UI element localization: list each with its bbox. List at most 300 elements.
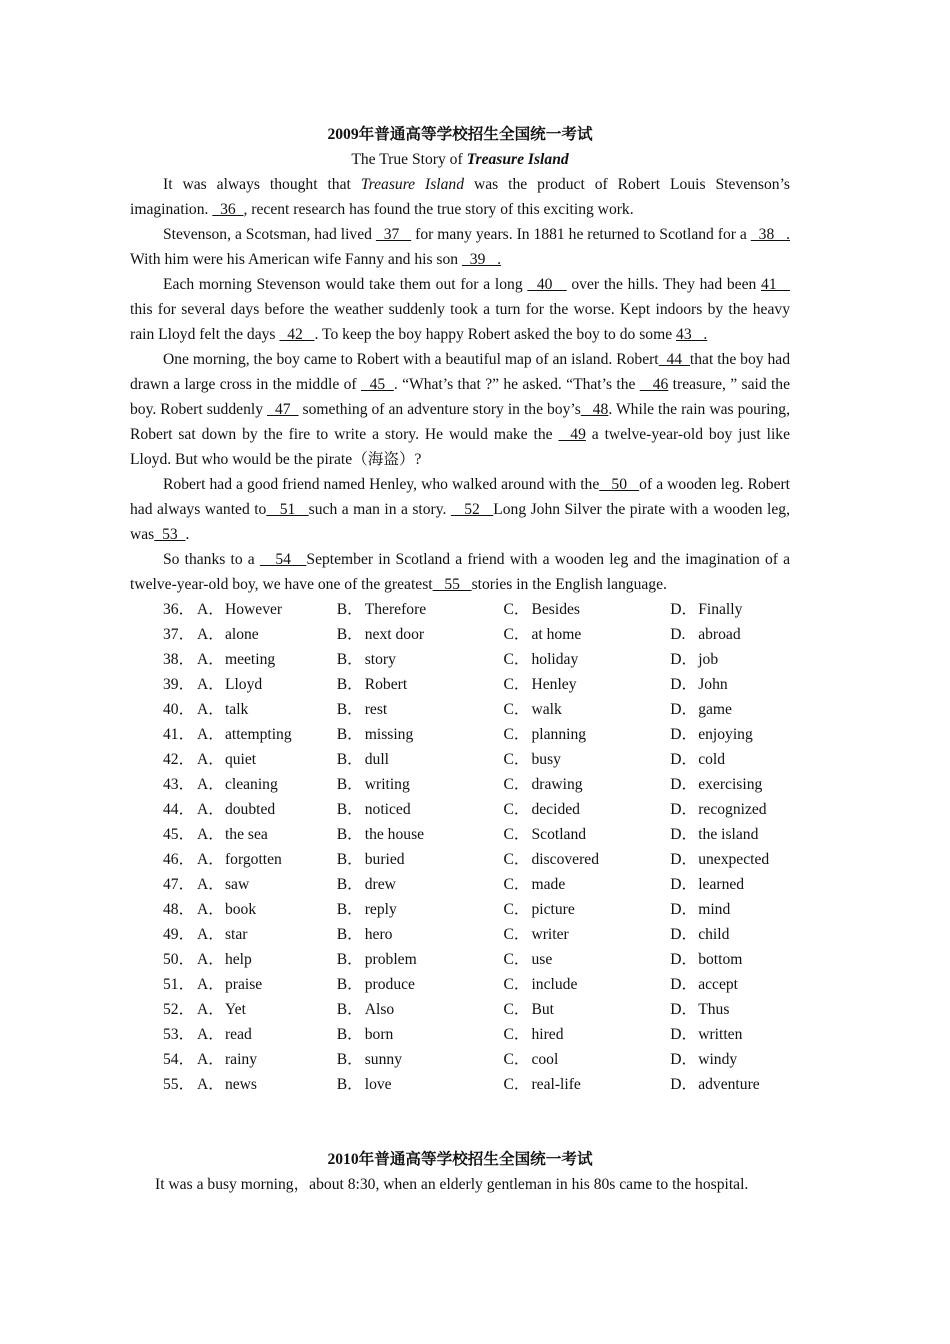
option-d-text: enjoying [698, 726, 753, 743]
option-d [670, 697, 790, 722]
option-c [503, 797, 670, 822]
num: 45． [163, 826, 195, 843]
option-d-text: mind [698, 901, 731, 918]
option-a [197, 1022, 337, 1047]
option-b-text: story [364, 651, 396, 668]
option-a [197, 622, 337, 647]
blank-45: 45 [360, 376, 394, 393]
option-a-letter: A． [196, 601, 224, 618]
option-d-letter: D． [670, 1076, 698, 1093]
option-d-letter: D． [670, 976, 698, 993]
option-c-text: use [531, 951, 553, 968]
option-a-letter: A． [196, 651, 224, 668]
num: 46． [163, 851, 195, 868]
option-a-letter: A． [196, 951, 224, 968]
option-a [197, 772, 337, 797]
option-row [130, 1072, 790, 1097]
paragraph-4: One morning, the boy came to Robert with a beautiful map of an island. Robert 44 that the boy had drawn a large cross in the middle of 45 . “What’s that ?” he asked. “That’s the 46 treasure, ” said the boy. Robert suddenly 47 something of an adventure story in the boy’s 48. While the rain was pouring, Robert sat down by the fire to write a story. He would make the 49 a twelve-year-old boy just like Lloyd. But who would be the pirate（海盗）? [130, 351, 791, 468]
blank-36: 36 [212, 201, 244, 218]
option-a-text: forgotten [224, 851, 282, 868]
blank-44: 44 [658, 351, 690, 368]
option-d-letter: D． [670, 826, 698, 843]
option-a [197, 897, 337, 922]
option-a-text: alone [224, 626, 259, 643]
option-c [503, 1022, 670, 1047]
option-b-text: Robert [364, 676, 408, 693]
option-a [197, 722, 337, 747]
option-c [503, 972, 670, 997]
option-d-text: abroad [698, 626, 741, 643]
option-a [197, 1072, 337, 1097]
option-c-letter: C． [503, 601, 530, 618]
option-a-text: the sea [224, 826, 268, 843]
option-a [197, 797, 337, 822]
option-b-letter: B． [336, 651, 363, 668]
option-row [130, 1047, 790, 1072]
option-a-letter: A． [196, 726, 224, 743]
num: 47． [163, 876, 195, 893]
option-row [130, 947, 790, 972]
option-b-letter: B． [336, 601, 363, 618]
blank-43: 43 . [676, 326, 708, 343]
option-d-text: game [698, 701, 732, 718]
blank-46: 46 [639, 376, 669, 393]
option-b-text: writing [364, 776, 410, 793]
option-b-text: Therefore [364, 601, 427, 618]
num: 50． [163, 951, 195, 968]
option-a-text: Lloyd [224, 676, 263, 693]
option-c [503, 872, 670, 897]
option-a-text: meeting [224, 651, 276, 668]
option-d-letter: D． [670, 801, 698, 818]
num: 39． [163, 676, 195, 693]
option-b [337, 747, 504, 772]
option-d [670, 922, 790, 947]
option-d [670, 772, 790, 797]
num: 43． [163, 776, 195, 793]
num: 54． [163, 1051, 195, 1068]
option-d [670, 622, 790, 647]
option-b-text: produce [364, 976, 415, 993]
option-b-text: sunny [364, 1051, 402, 1068]
option-a-letter: A． [196, 1001, 224, 1018]
option-d-letter: D． [670, 851, 698, 868]
option-b [337, 772, 504, 797]
option-b-letter: B． [336, 1076, 363, 1093]
option-c-text: planning [531, 726, 587, 743]
option-c-text: discovered [531, 851, 600, 868]
option-d [670, 997, 790, 1022]
option-a-text: news [224, 1076, 258, 1093]
option-a-text: read [224, 1026, 252, 1043]
option-d [670, 972, 790, 997]
option-d-text: unexpected [698, 851, 770, 868]
option-row [130, 1022, 790, 1047]
num: 52． [163, 1001, 195, 1018]
option-a [197, 922, 337, 947]
option-c [503, 697, 670, 722]
option-a-letter: A． [196, 851, 224, 868]
option-d [670, 747, 790, 772]
option-d-text: John [698, 676, 728, 693]
option-c-text: But [531, 1001, 554, 1018]
paragraph-6: So thanks to a 54 September in Scotland a friend with a wooden leg and the imagination of a twelve-year-old boy, we have one of the greatest 55 stories in the English language. [130, 551, 791, 593]
option-d-text: cold [698, 751, 726, 768]
option-b [337, 672, 504, 697]
option-d [670, 1047, 790, 1072]
option-a-text: attempting [224, 726, 292, 743]
option-row [130, 922, 790, 947]
blank-55: 55 [432, 576, 472, 593]
option-c-letter: C． [503, 851, 530, 868]
option-b-letter: B． [336, 1051, 363, 1068]
option-c-text: include [531, 976, 578, 993]
option-row [130, 747, 790, 772]
option-a-letter: A． [196, 776, 224, 793]
option-row [130, 622, 790, 647]
option-d [670, 1072, 790, 1097]
option-b-letter: B． [336, 926, 363, 943]
option-c [503, 772, 670, 797]
option-b-text: born [364, 1026, 394, 1043]
option-c-letter: C． [503, 1026, 530, 1043]
option-d-letter: D． [670, 876, 698, 893]
option-b [337, 872, 504, 897]
option-c [503, 747, 670, 772]
section-2010 [130, 1147, 790, 1197]
num: 38． [163, 651, 195, 668]
option-a-letter: A． [196, 976, 224, 993]
option-b-text: buried [364, 851, 405, 868]
option-d-letter: D． [670, 776, 698, 793]
option-a-letter: A． [196, 1051, 224, 1068]
blank-54: 54 [259, 551, 307, 568]
option-row [130, 697, 790, 722]
option-b-letter: B． [336, 851, 363, 868]
option-row [130, 597, 790, 622]
option-c [503, 922, 670, 947]
option-d [670, 897, 790, 922]
option-d [670, 1022, 790, 1047]
option-a-text: help [224, 951, 252, 968]
option-b [337, 972, 504, 997]
option-d-letter: D． [670, 1051, 698, 1068]
option-d-text: windy [698, 1051, 738, 1068]
blank-47: 47 [267, 401, 299, 418]
paragraph-3: Each morning Stevenson would take them out for a long 40 over the hills. They had been 41 this for several days before the weather suddenly took a turn for the worse. Kept indoors by the heavy rain Lloyd felt the days 42 . To keep the boy happy Robert asked the boy to do some 43 . [130, 276, 790, 343]
option-b-letter: B． [336, 1026, 363, 1043]
option-c [503, 997, 670, 1022]
option-d-text: child [698, 926, 730, 943]
option-c-text: hired [531, 1026, 564, 1043]
option-b [337, 722, 504, 747]
option-d-text: recognized [698, 801, 767, 818]
option-b-text: problem [364, 951, 417, 968]
option-d-letter: D． [670, 901, 698, 918]
option-d [670, 947, 790, 972]
blank-53: 53 [154, 526, 186, 543]
passage-title: The True Story of Treasure Island [351, 151, 569, 168]
option-c-letter: C． [503, 751, 530, 768]
option-d-letter: D． [670, 1001, 698, 1018]
option-d-text: exercising [698, 776, 763, 793]
option-a [197, 597, 337, 622]
num: 36． [163, 601, 195, 618]
option-b-text: rest [364, 701, 388, 718]
blank-51: 51 [266, 501, 309, 518]
option-c [503, 622, 670, 647]
option-a [197, 997, 337, 1022]
section-heading-2009: 2009年普通高等学校招生全国统一考试 [327, 126, 593, 143]
option-c-letter: C． [503, 1076, 530, 1093]
option-c-text: writer [531, 926, 569, 943]
num: 49． [163, 926, 195, 943]
option-a [197, 872, 337, 897]
option-d [670, 822, 790, 847]
blank-50: 50 [599, 476, 640, 493]
option-c-text: walk [531, 701, 562, 718]
option-b-text: hero [364, 926, 393, 943]
option-b [337, 947, 504, 972]
option-a-letter: A． [196, 701, 224, 718]
option-c [503, 847, 670, 872]
option-d-letter: D． [670, 951, 698, 968]
option-b-letter: B． [336, 776, 363, 793]
option-c-letter: C． [503, 1001, 530, 1018]
num: 48． [163, 901, 195, 918]
option-c-letter: C． [503, 701, 530, 718]
option-c-letter: C． [503, 901, 530, 918]
option-a [197, 972, 337, 997]
paragraph-2: Stevenson, a Scotsman, had lived 37 for many years. In 1881 he returned to Scotland for a 38 . With him were his American wife Fanny and his son 39 . [130, 226, 790, 268]
option-b-letter: B． [336, 626, 363, 643]
option-c-text: drawing [531, 776, 583, 793]
option-a-letter: A． [196, 1026, 224, 1043]
option-c [503, 1047, 670, 1072]
option-c-text: at home [531, 626, 582, 643]
blank-52: 52 [450, 501, 494, 518]
option-b [337, 997, 504, 1022]
option-d-text: job [698, 651, 719, 668]
option-d-text: Finally [698, 601, 743, 618]
option-b [337, 1047, 504, 1072]
option-d [670, 597, 790, 622]
option-b-letter: B． [336, 676, 363, 693]
option-d-letter: D． [670, 751, 698, 768]
option-a-letter: A． [196, 751, 224, 768]
option-d [670, 872, 790, 897]
option-a-letter: A． [196, 876, 224, 893]
option-row [130, 847, 790, 872]
option-a-text: However [224, 601, 283, 618]
option-b-text: noticed [364, 801, 411, 818]
option-row [130, 797, 790, 822]
paragraph-2010-1: It was a busy morning，about 8:30, when an elderly gentleman in his 80s came to the hospital. [155, 1176, 749, 1193]
option-c-letter: C． [503, 826, 530, 843]
blank-40: 40 [527, 276, 567, 293]
option-b [337, 797, 504, 822]
option-c-letter: C． [503, 876, 530, 893]
option-c-letter: C． [503, 976, 530, 993]
option-b-letter: B． [336, 751, 363, 768]
option-a-letter: A． [196, 1076, 224, 1093]
option-b-letter: B． [336, 801, 363, 818]
option-c-text: real-life [531, 1076, 581, 1093]
option-c-text: decided [531, 801, 580, 818]
option-c-letter: C． [503, 726, 530, 743]
option-d-text: learned [698, 876, 745, 893]
option-d-letter: D． [670, 1026, 698, 1043]
option-c-letter: C． [503, 626, 530, 643]
option-row [130, 772, 790, 797]
option-c-text: busy [531, 751, 561, 768]
option-row [130, 872, 790, 897]
option-d-letter: D． [670, 726, 698, 743]
option-c-letter: C． [503, 776, 530, 793]
paragraph-1: It was always thought that Treasure Island was the product of Robert Louis Stevenson’s imagination. 36 , recent research has found the true story of this exciting work. [130, 176, 790, 218]
option-b [337, 622, 504, 647]
option-d-text: the island [698, 826, 759, 843]
option-d [670, 672, 790, 697]
option-c-text: holiday [531, 651, 579, 668]
option-b-text: drew [364, 876, 396, 893]
blank-37: 37 [375, 226, 412, 243]
option-row [130, 897, 790, 922]
num: 51． [163, 976, 195, 993]
num: 42． [163, 751, 195, 768]
option-a [197, 822, 337, 847]
option-c [503, 897, 670, 922]
option-b [337, 1072, 504, 1097]
option-d [670, 847, 790, 872]
option-a [197, 947, 337, 972]
option-d-text: accept [698, 976, 739, 993]
option-b-text: Also [364, 1001, 395, 1018]
option-b-text: love [364, 1076, 392, 1093]
blank-49: 49 [558, 426, 586, 443]
num: 55． [163, 1076, 195, 1093]
option-a-text: quiet [224, 751, 257, 768]
option-a [197, 647, 337, 672]
option-b-text: missing [364, 726, 414, 743]
option-b [337, 897, 504, 922]
option-d-letter: D． [670, 701, 698, 718]
option-a-letter: A． [196, 926, 224, 943]
option-b-letter: B． [336, 701, 363, 718]
option-d-text: bottom [698, 951, 743, 968]
option-c-letter: C． [503, 951, 530, 968]
option-a [197, 847, 337, 872]
option-d-letter: D． [670, 651, 698, 668]
option-a-text: doubted [224, 801, 276, 818]
option-a-letter: A． [196, 901, 224, 918]
option-a-text: Yet [224, 1001, 246, 1018]
option-b [337, 597, 504, 622]
option-d-letter: D． [670, 601, 698, 618]
option-a-text: cleaning [224, 776, 278, 793]
blank-41: 41 [761, 276, 790, 293]
option-row [130, 722, 790, 747]
option-row [130, 972, 790, 997]
option-c-text: Besides [531, 601, 580, 618]
num: 37． [163, 626, 195, 643]
option-b-letter: B． [336, 951, 363, 968]
option-row [130, 647, 790, 672]
option-b [337, 922, 504, 947]
blank-38: 38 . [750, 226, 790, 243]
option-d [670, 722, 790, 747]
option-d [670, 647, 790, 672]
option-a-letter: A． [196, 826, 224, 843]
option-c [503, 647, 670, 672]
option-b-letter: B． [336, 1001, 363, 1018]
option-a [197, 1047, 337, 1072]
option-b-letter: B． [336, 976, 363, 993]
option-b [337, 647, 504, 672]
option-a [197, 672, 337, 697]
option-a-text: star [224, 926, 248, 943]
option-b [337, 697, 504, 722]
option-b-letter: B． [336, 876, 363, 893]
exam-page [130, 122, 790, 1197]
option-b-letter: B． [336, 826, 363, 843]
option-c [503, 672, 670, 697]
option-d-text: Thus [698, 1001, 730, 1018]
option-a-letter: A． [196, 676, 224, 693]
option-b-letter: B． [336, 901, 363, 918]
option-b [337, 847, 504, 872]
option-a [197, 697, 337, 722]
option-c-text: Scotland [531, 826, 587, 843]
option-a-letter: A． [196, 801, 224, 818]
option-c [503, 1072, 670, 1097]
option-c [503, 947, 670, 972]
option-c [503, 597, 670, 622]
option-a-letter: A． [196, 626, 224, 643]
option-b [337, 822, 504, 847]
option-row [130, 997, 790, 1022]
option-a-text: praise [224, 976, 263, 993]
num: 40． [163, 701, 195, 718]
num: 41． [163, 726, 195, 743]
option-row [130, 822, 790, 847]
option-a [197, 747, 337, 772]
option-b-text: next door [364, 626, 425, 643]
option-c-text: Henley [531, 676, 577, 693]
option-c-letter: C． [503, 676, 530, 693]
option-c-text: made [531, 876, 566, 893]
option-b-text: dull [364, 751, 389, 768]
option-c-text: cool [531, 1051, 559, 1068]
answer-options-list [130, 597, 790, 1097]
option-a-text: saw [224, 876, 250, 893]
blank-42: 42 [279, 326, 315, 343]
option-b [337, 1022, 504, 1047]
paragraph-5: Robert had a good friend named Henley, who walked around with the 50 of a wooden leg. Robert had always wanted to 51 such a man in a story. 52 Long John Silver the pirate with a wooden leg, was 53 . [130, 476, 791, 543]
num: 53． [163, 1026, 195, 1043]
option-c [503, 822, 670, 847]
option-a-text: rainy [224, 1051, 257, 1068]
option-c-letter: C． [503, 1051, 530, 1068]
blank-39: 39 . [461, 251, 501, 268]
section-heading-2010: 2010年普通高等学校招生全国统一考试 [327, 1151, 593, 1168]
option-c-letter: C． [503, 801, 530, 818]
option-b-text: the house [364, 826, 425, 843]
option-c-letter: C． [503, 651, 530, 668]
option-d-text: adventure [698, 1076, 760, 1093]
option-d-letter: D． [670, 676, 698, 693]
option-d-text: written [698, 1026, 743, 1043]
